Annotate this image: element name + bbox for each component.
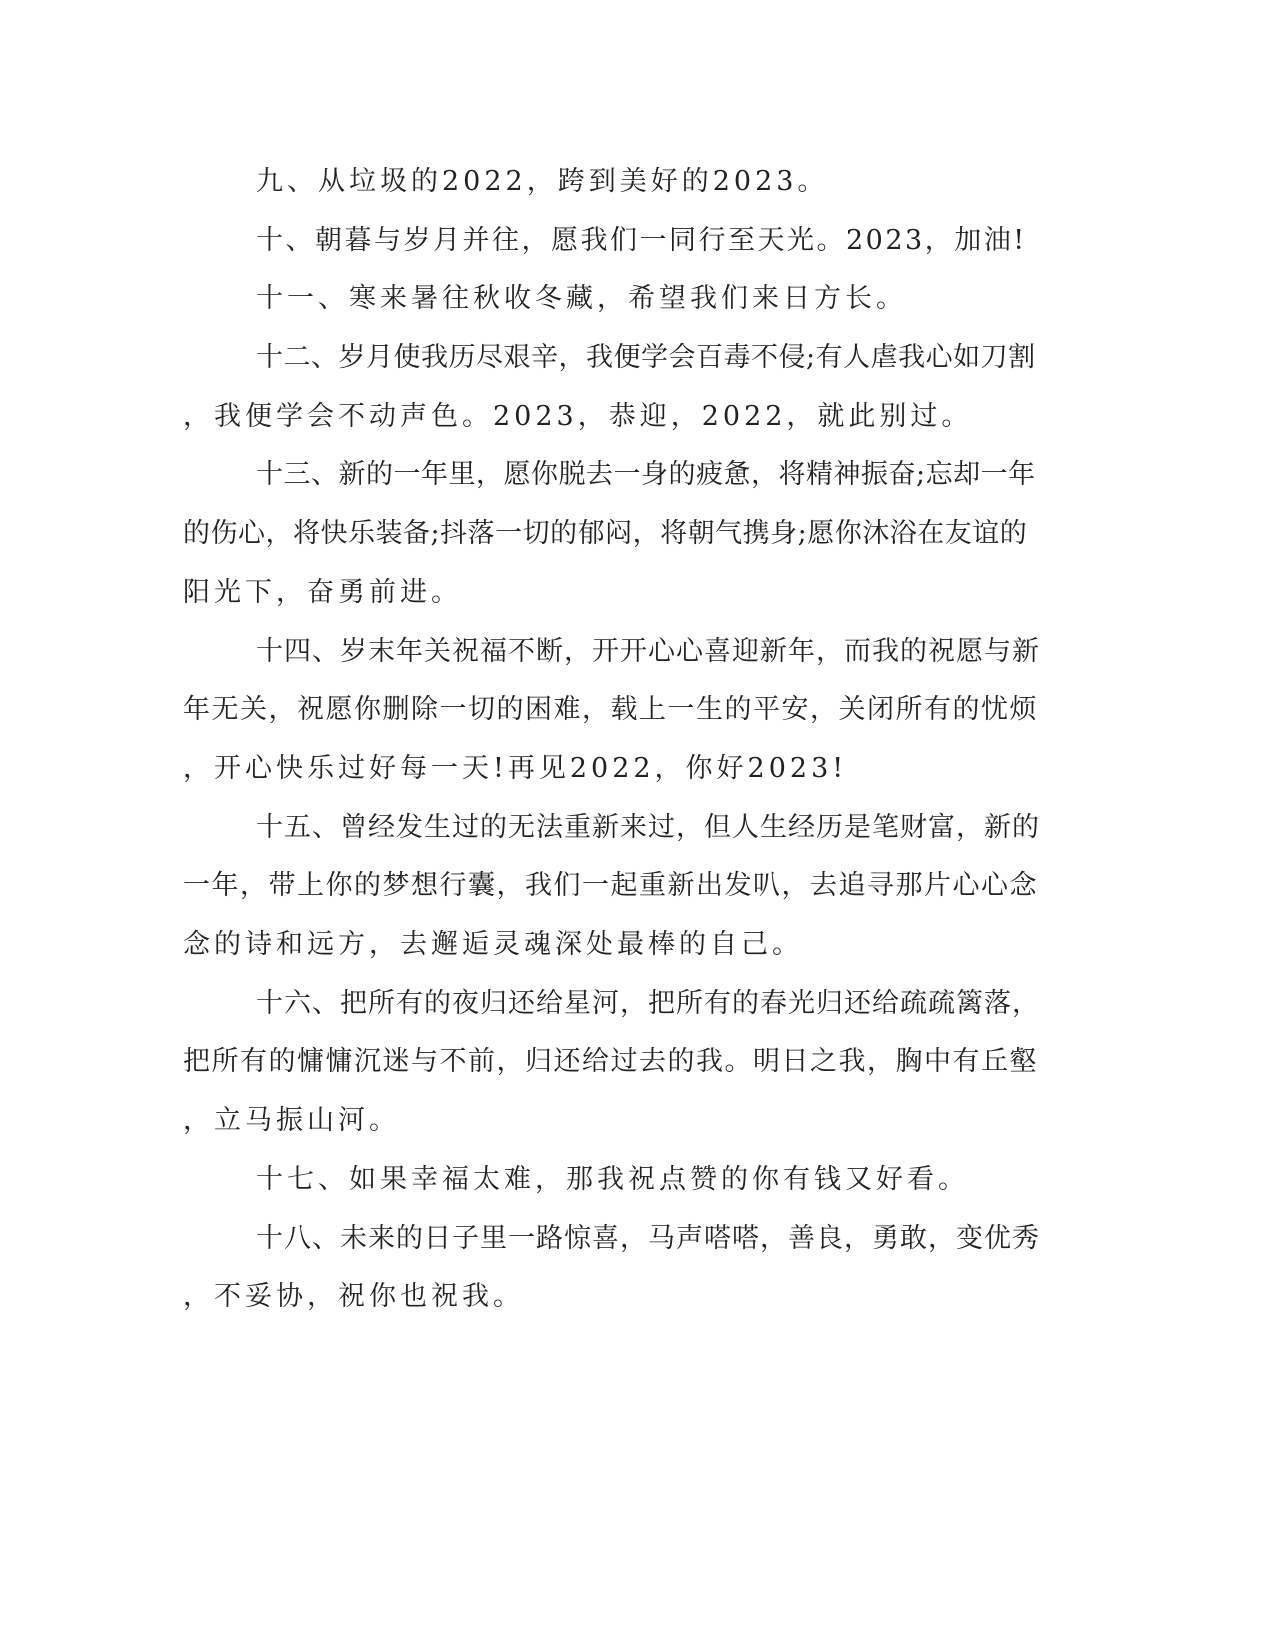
text-line-2: 十、朝暮与岁月并往，愿我们一同行至天光。2023，加油! (256, 225, 1027, 256)
text-line-3: 十一、寒来暑往秋收冬藏，希望我们来日方长。 (256, 283, 907, 314)
text-line-16: 把所有的慵慵沉迷与不前，归还给过去的我。明日之我，胸中有丘壑 (183, 1046, 1038, 1077)
text-line-17: ，立马振山河。 (183, 1105, 400, 1136)
text-line-11: ，开心快乐过好每一天!再见2022，你好2023! (183, 753, 848, 784)
text-line-6: 十三、新的一年里，愿你脱去一身的疲惫，将精神振奋;忘却一年 (256, 459, 1036, 490)
text-line-7: 的伤心，将快乐装备;抖落一切的郁闷，将朝气携身;愿你沐浴在友谊的 (183, 518, 1028, 549)
text-line-8: 阳光下，奋勇前进。 (183, 577, 462, 608)
text-line-18: 十七、如果幸福太难，那我祝点赞的你有钱又好看。 (256, 1164, 969, 1195)
text-line-5: ，我便学会不动声色。2023，恭迎，2022，就此别过。 (183, 401, 973, 432)
text-line-9: 十四、岁末年关祝福不断，开开心心喜迎新年，而我的祝愿与新 (256, 636, 1040, 667)
text-line-4: 十二、岁月使我历尽艰辛，我便学会百毒不侵;有人虐我心如刀割 (256, 342, 1036, 373)
text-line-19: 十八、未来的日子里一路惊喜，马声嗒嗒，善良，勇敢，变优秀 (256, 1223, 1040, 1254)
text-line-13: 一年，带上你的梦想行囊，我们一起重新出发叭，去追寻那片心心念 (183, 870, 1038, 901)
text-line-14: 念的诗和远方，去邂逅灵魂深处最棒的自己。 (183, 929, 803, 960)
text-line-15: 十六、把所有的夜归还给星河，把所有的春光归还给疏疏篱落， (256, 988, 1040, 1019)
text-line-1: 九、从垃圾的2022，跨到美好的2023。 (256, 166, 829, 197)
text-line-10: 年无关，祝愿你删除一切的困难，载上一生的平安，关闭所有的忧烦 (183, 694, 1038, 725)
text-line-12: 十五、曾经发生过的无法重新来过，但人生经历是笔财富，新的 (256, 812, 1040, 843)
text-line-20: ，不妥协，祝你也祝我。 (183, 1281, 524, 1312)
